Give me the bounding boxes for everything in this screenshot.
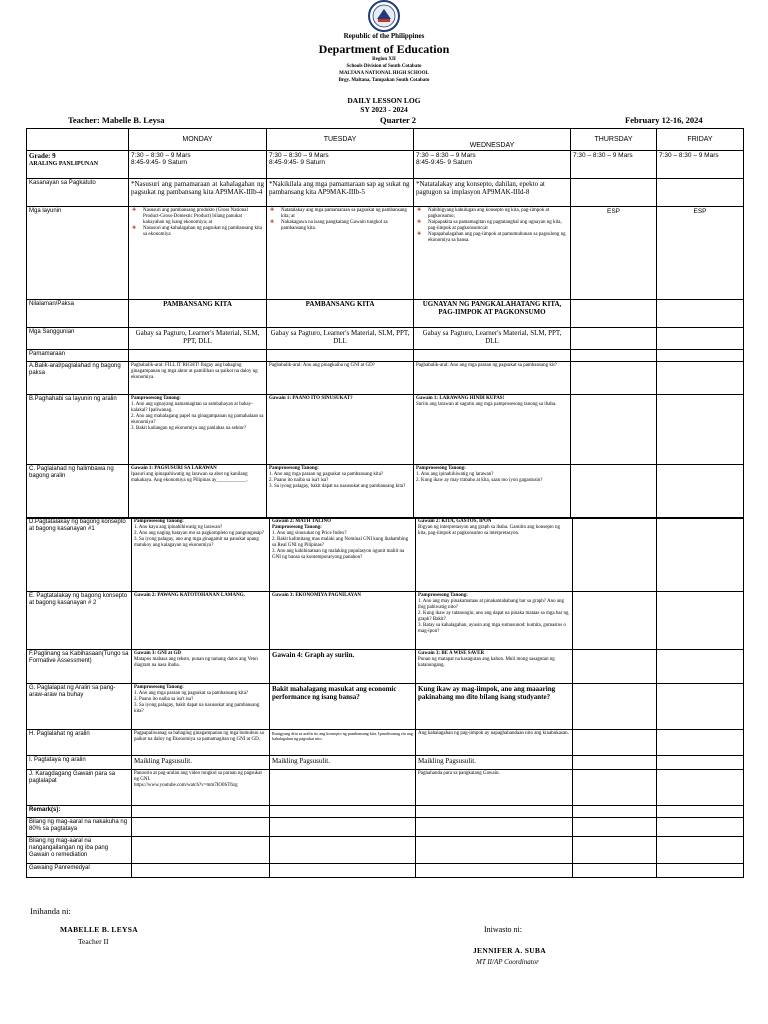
row-label-b: B.Paghahabi sa layunin ng aralin (27, 395, 129, 465)
e-wednesday (416, 592, 573, 650)
e-wednesday-heading: Pamprosesong Tanong: (418, 593, 468, 598)
schedule-thursday: 7:30 – 8:30 – 9 Mars (571, 151, 657, 179)
row-label-f: F.Paglinang sa Kabihasaan(Tungo sa Formative Assessment) (27, 650, 132, 684)
row-label-pamamaraan: Pamamaraan (27, 350, 129, 362)
region-line: Region XII (372, 57, 396, 62)
b-wednesday-text: Suriin ang larawan at sagutin ang mga pamprosesong tanong sa ibaba. (416, 402, 557, 407)
h-monday: Pagpapaliwanag sa bahaging ginagampanan ng mga bumubuo sa paikot na daloy ng Ekonomiya sa pamamagitan ng GNI at GD. (132, 730, 270, 756)
day-friday: FRIDAY (657, 129, 744, 151)
schedule-monday: 7:30 – 8:30 – 9 Mars 8:45-9:45- 9 Saturn (129, 151, 267, 179)
row-label-kasanayan: Kasanayan sa Pagkatuto (27, 179, 129, 207)
h-tuesday: Ibinigyang diin sa aralin ito ang konsepto ng pambansang kita. Ipinaliwanag rin ang kahalagahan ng pagsukat nito. (270, 730, 416, 756)
a-monday: Pagbabalik-aral: FILL IT RIGHT! Ibigay ang bahaging ginagampanan ng mga aktor at pamilihan sa paikot na daloy ng ekonomiya. (129, 362, 267, 395)
row-label-a: A.Balik-aral/paglalahad ng bagong paksa (27, 362, 129, 395)
day-tuesday: TUESDAY (267, 129, 414, 151)
day-monday: MONDAY (129, 129, 267, 151)
nilalaman-wednesday: UGNAYAN NG PANGKALAHATANG KITA, PAG-IIMPOK AT PAGKONSUMO (414, 300, 571, 328)
a-wednesday: Pagbabalik-aral: Ano ang mga paraan ng pagsukat sa pambansang kit? (414, 362, 571, 395)
j-monday (132, 770, 270, 806)
f-monday-text: Matapos mabasa ang teksto, punan ng tamang datos ang Venn diagram na nasa ibaba. (134, 657, 258, 668)
layunin-friday: ESP (657, 207, 744, 300)
d-wednesday-text: Bigyan ng interpretasyon ang graph sa ibaba. Gamitin ang konsepto ng kita, pag-iimpok at pagkonsumo sa interpretasyon. (418, 525, 561, 536)
layunin-tuesday (267, 207, 414, 300)
quarter: Quarter 2 (380, 115, 416, 125)
address-line: Brgy. Maltana, Tampakan South Cotabato (338, 78, 430, 83)
teacher-name: Teacher: Mabelle B. Leysa (68, 115, 165, 125)
h-wednesday: Ang kahalagahan ng pag-iimpok ay napaghahandaan nito ang kinabukasan. (416, 730, 573, 756)
layunin-wed-1: ✚ Nabibigyang kahulugan ang konsepto ng kita, pag-iimpok at pagkonsumo; (428, 208, 568, 220)
school-year: SY 2023 - 2024 (360, 105, 408, 114)
c-monday (129, 465, 267, 519)
row-label-gawain-panremedyal: Gawaing Panremedyal (27, 864, 132, 878)
row-label-nilalaman: Nilalaman/Paksa (27, 300, 129, 328)
d-wednesday (416, 518, 573, 592)
week-dates: February 12-16, 2024 (625, 115, 703, 125)
c-tuesday-text: 1. Ano ang mga paraan ng pagsukat sa pambansang kita? 2. Paano ito naiba sa isa't isa? 3. Sa iyong palagay, bakit dapat na nasusukat ang pambansang kita? (269, 472, 406, 489)
j-wednesday: Paghahanda para sa pangkatang Gawain. (416, 770, 573, 806)
f-tuesday: Gawain 4: Graph ay suriin. (270, 650, 416, 684)
schedule-tuesday: 7:30 – 8:30 – 9 Mars 8:45-9:45- 9 Saturn (267, 151, 414, 179)
sanggunian-friday (657, 328, 744, 350)
c-monday-heading: Gawain 1: PAGSUSURI SA LARAWAN (131, 466, 217, 471)
sanggunian-wednesday: Gabay sa Pagturo, Learner's Material, SLM, PPT, DLL (414, 328, 571, 350)
nilalaman-monday: PAMBANSANG KITA (129, 300, 267, 328)
d-monday-heading: Pamprosesong Tanong: (134, 519, 184, 524)
row-label-sanggunian: Mga Sanggunian (27, 328, 129, 350)
i-monday: Maikling Pagsusulit. (132, 756, 270, 770)
d-tuesday-heading: Gawain 2: MATH TALINO (272, 519, 332, 524)
row-label-g: G. Paglalapat ng Aralin sa pang-araw-araw na buhay (27, 684, 132, 730)
a-tuesday: Pagbabalik-aral: Ano ang pinagkaiba ng GNI at GD? (267, 362, 414, 395)
d-tuesday (270, 518, 416, 592)
e-tuesday: Gawain 3: EKONOMIYA PAGNILAYAN (270, 592, 416, 650)
preparer-position: Teacher II (78, 937, 109, 946)
i-tuesday: Maikling Pagsusulit. (270, 756, 416, 770)
kasanayan-thursday (571, 179, 657, 207)
sanggunian-monday: Gabay sa Pagturo, Learner's Material, SLM, PPT, DLL (129, 328, 267, 350)
deped-seal (368, 0, 400, 32)
f-monday (132, 650, 270, 684)
grade-label: Grade: 9 (29, 152, 56, 160)
layunin-wed-3: ✚ Napapahalagahan ang pag-iimpok at pamumuhunan sa pagsulong ng ekonomiya sa bansa. (428, 232, 568, 244)
layunin-thursday: ESP (571, 207, 657, 300)
row-label-j: J. Karagdagang Gawain para sa paglalapat (27, 770, 132, 806)
kasanayan-wednesday: *Natatalakay ang konsepto, dahilan, epekto at pagtugon sa implasyon AP9MAK-IIId-8 (414, 179, 571, 207)
c-wednesday-heading: Pamprosesong Tanong: (416, 466, 466, 471)
row-label-h: H. Paglalahat ng aralin (27, 730, 132, 756)
d-tuesday-text: 1. Ano ang sinusukat ng Price Index? 2. Bakit kalimitang mas malaki ang Nominal GNI kung ihahambing sa Real GNI ng Pilipinas? 3. Ano ang kahihinatnan ng malaking populasyon ngunit maliit na GNI ng bansa sa kontemporaryong panahon? (272, 531, 409, 560)
log-title: DAILY LESSON LOG (347, 96, 421, 105)
d-monday-text: 1. Ano kaya ang ipinahihiwatig ng larawan? 2. Ano ang naging batayan mo sa pagkompleto ng pangungusap? 3. Sa iyong palagay, ano ang mga ginagamit na panukat upang matukoy ang kalagayan ng ekonomiya? (134, 525, 264, 548)
d-tuesday-heading-2: Pamprosesong Tanong: (272, 525, 322, 530)
division-line: Schools Division of South Cotabato (346, 64, 422, 69)
corner-cell (27, 129, 129, 151)
kasanayan-friday (657, 179, 744, 207)
schedule-wednesday: 7:30 – 8:30 – 9 Mars 8:45-9:45- 9 Saturn (414, 151, 571, 179)
f-wednesday (416, 650, 573, 684)
layunin-wednesday (414, 207, 571, 300)
school-line: MALTANA NATIONAL HIGH SCHOOL (339, 71, 429, 76)
g-monday-text: 1. Ano ang mga paraan ng pagsukat sa pambansang kita? 2. Paano ito naiba sa isa't isa? 3. Sa iyong palagay, bakit dapat na nasusukat ang pambansang kita? (134, 691, 260, 714)
d-monday (132, 518, 270, 592)
grade-subject (27, 151, 129, 179)
row-label-d: D.Pagtatalakay ng bagong konsepto at bagong kasanayan #1 (27, 518, 132, 592)
b-monday-heading: Pamprosesong Tanong: (131, 396, 181, 401)
kasanayan-tuesday: *Nakikilala ang mga pamamaraan sap ag sukat ng pambansang kita AP9MAK-IIIb-5 (267, 179, 414, 207)
row-label-e: E. Pagtatalakay ng bagong konsepto at bagong kasanayan # 2 (27, 592, 132, 650)
row-label-layunin: Mga layunin (27, 207, 129, 300)
j-monday-text: Panoorin at pag-aralan ang video tungkol sa paraan ng pagsukat ng GNI. (134, 771, 262, 782)
g-tuesday: Bakit mahalagang masukat ang economic performance ng isang bansa? (270, 684, 416, 730)
f-monday-heading: Gawain 3: GNI at GD (134, 651, 181, 656)
row-label-80-percent: Bilang ng mag-aaral na nakakuha ng 80% sa pagtataya (27, 818, 132, 837)
nilalaman-thursday (571, 300, 657, 328)
day-wednesday: WEDNESDAY (414, 129, 571, 151)
c-wednesday (414, 465, 571, 519)
row-label-remediation: Bilang ng mag-aaral na nangangailangan ng iba pang Gawain o remediation (27, 837, 132, 864)
j-monday-video-link[interactable]: https://www.youtube.com/watch?v=mm7IO0ST6zg (134, 783, 238, 788)
e-monday: Gawain 2: PAWANG KATOTOHANAN LAMANG. (132, 592, 270, 650)
row-label-i: I. Pagtataya ng aralin (27, 756, 132, 770)
subject-label: ARALING PANLIPUNAN (29, 161, 99, 167)
checker-name: JENNIFER A. SUBA (473, 946, 546, 955)
layunin-mon-1: ✚ Nasusuri ang pambansang produkto (Gross National Product-Gross-Domestic Product) bilang panukat kakayahan ng isang ekonomiya; at (143, 208, 264, 226)
sanggunian-tuesday: Gabay sa Pagturo, Learner's Material, SLM, PPT, DLL (267, 328, 414, 350)
department-name: Department of Education (318, 42, 450, 56)
c-monday-text: Ipasuri ang ipinapahiwatig ng larawan sa abot ng kanilang makakaya. Ang ekonomiya ng Pilipinas ay____________. (131, 472, 248, 483)
f-wednesday-heading: Gawain 3: BE A WISE SAVER (418, 651, 485, 656)
f-wednesday-text: Punan ng matapat na kasagutan ang kahon. Muli mong sasagutan ng katanungang. (418, 657, 555, 668)
g-monday (132, 684, 270, 730)
sanggunian-thursday (571, 328, 657, 350)
republic-line: Republic of the Philippines (343, 32, 425, 40)
row-label-remark: Remark(s): (27, 806, 132, 818)
c-wednesday-text: 1. Ano ang ipinahihiwatig ng larawan? 2. Kung ikaw ay may trabaho at kita, saan mo iyon gagastusin? (416, 472, 543, 483)
lesson-log-table-1 (26, 128, 744, 519)
lesson-log-table-2 (26, 517, 744, 878)
b-tuesday: Gawain 1: PAANO ITO SINUSUKAT? (267, 395, 414, 465)
i-wednesday: Maikling Pagsusulit. (416, 756, 573, 770)
day-thursday: THURSDAY (571, 129, 657, 151)
b-monday (129, 395, 267, 465)
nilalaman-tuesday: PAMBANSANG KITA (267, 300, 414, 328)
nilalaman-friday (657, 300, 744, 328)
g-wednesday: Kung ikaw ay mag-iimpok, ano ang maaaring pakinabang mo dito bilang isang studyante? (416, 684, 573, 730)
schedule-friday: 7:30 – 8:30 – 9 Mars (657, 151, 744, 179)
checked-by-label: Iniwasto ni: (484, 925, 522, 934)
kasanayan-monday: *Nasusuri ang pamamaraan at kahalagahan ng pagsukat ng pambansang kita AP9MAK-IIIb-4 (129, 179, 267, 207)
checker-position: MT II/AP Coordinator (476, 958, 539, 966)
layunin-mon-2: ✚ Nasusuri ang kahalagahan ng pagsukat ng pambansang kita sa ekonomiya (143, 226, 264, 238)
d-wednesday-heading: Gawain 2: KITA, GASTOS, IPON (418, 519, 492, 524)
g-monday-heading: Pamprosesong Tanong: (134, 685, 184, 690)
prepared-by-label: Inihanda ni: (30, 906, 71, 916)
preparer-name: MABELLE B. LEYSA (60, 925, 138, 934)
b-wednesday (414, 395, 571, 465)
layunin-monday (129, 207, 267, 300)
e-wednesday-text: 1. Ano ang may pinakamataas at pinakamababang bar sa graph? Ano ang ibig pahiwatig nito? 2. Kung ikaw ay tatanungin, ano ang dapat na pinaka mataas sa mga bar ng graph? Bakit? 3. Batay sa kahalagahan, ayusin ang mga sumusunod: kumita, gumastos o mag-ipon? (418, 599, 569, 634)
layunin-wed-2: ✚ Naipapakita sa pamamagitan ng pagtatanghal ang ugnayan ng kita, pag-iimpok at pagkonsumo;at (428, 220, 568, 232)
layunin-tue-1: ✚ Natatalakay ang mga pamamaraan sa pagsukat ng pambansang kita; at (281, 208, 411, 220)
row-label-c: C. Paglalahad ng halimbawa ng bagong aralin (27, 465, 129, 519)
b-monday-text: 1. Ano ang ugnayang namamagitan sa sambahayan at bahay-kalakal? Ipaliwanag. 2. Ano ang mahalagang papel na ginagampanan ng pamahalaan sa ekonomiya? 3. Bakit kailangan ng ekonomiya ang panlabas na sektor? (131, 402, 264, 431)
c-tuesday (267, 465, 414, 519)
b-wednesday-heading: Gawain 1: LARAWANG HINDI KUPAS! (416, 396, 505, 401)
layunin-tue-2: ✚ Nakakagawa na isang pangkatang Gawain tungkol sa pambansang kita. (281, 220, 411, 232)
c-tuesday-heading: Pamprosesong Tanong: (269, 466, 319, 471)
